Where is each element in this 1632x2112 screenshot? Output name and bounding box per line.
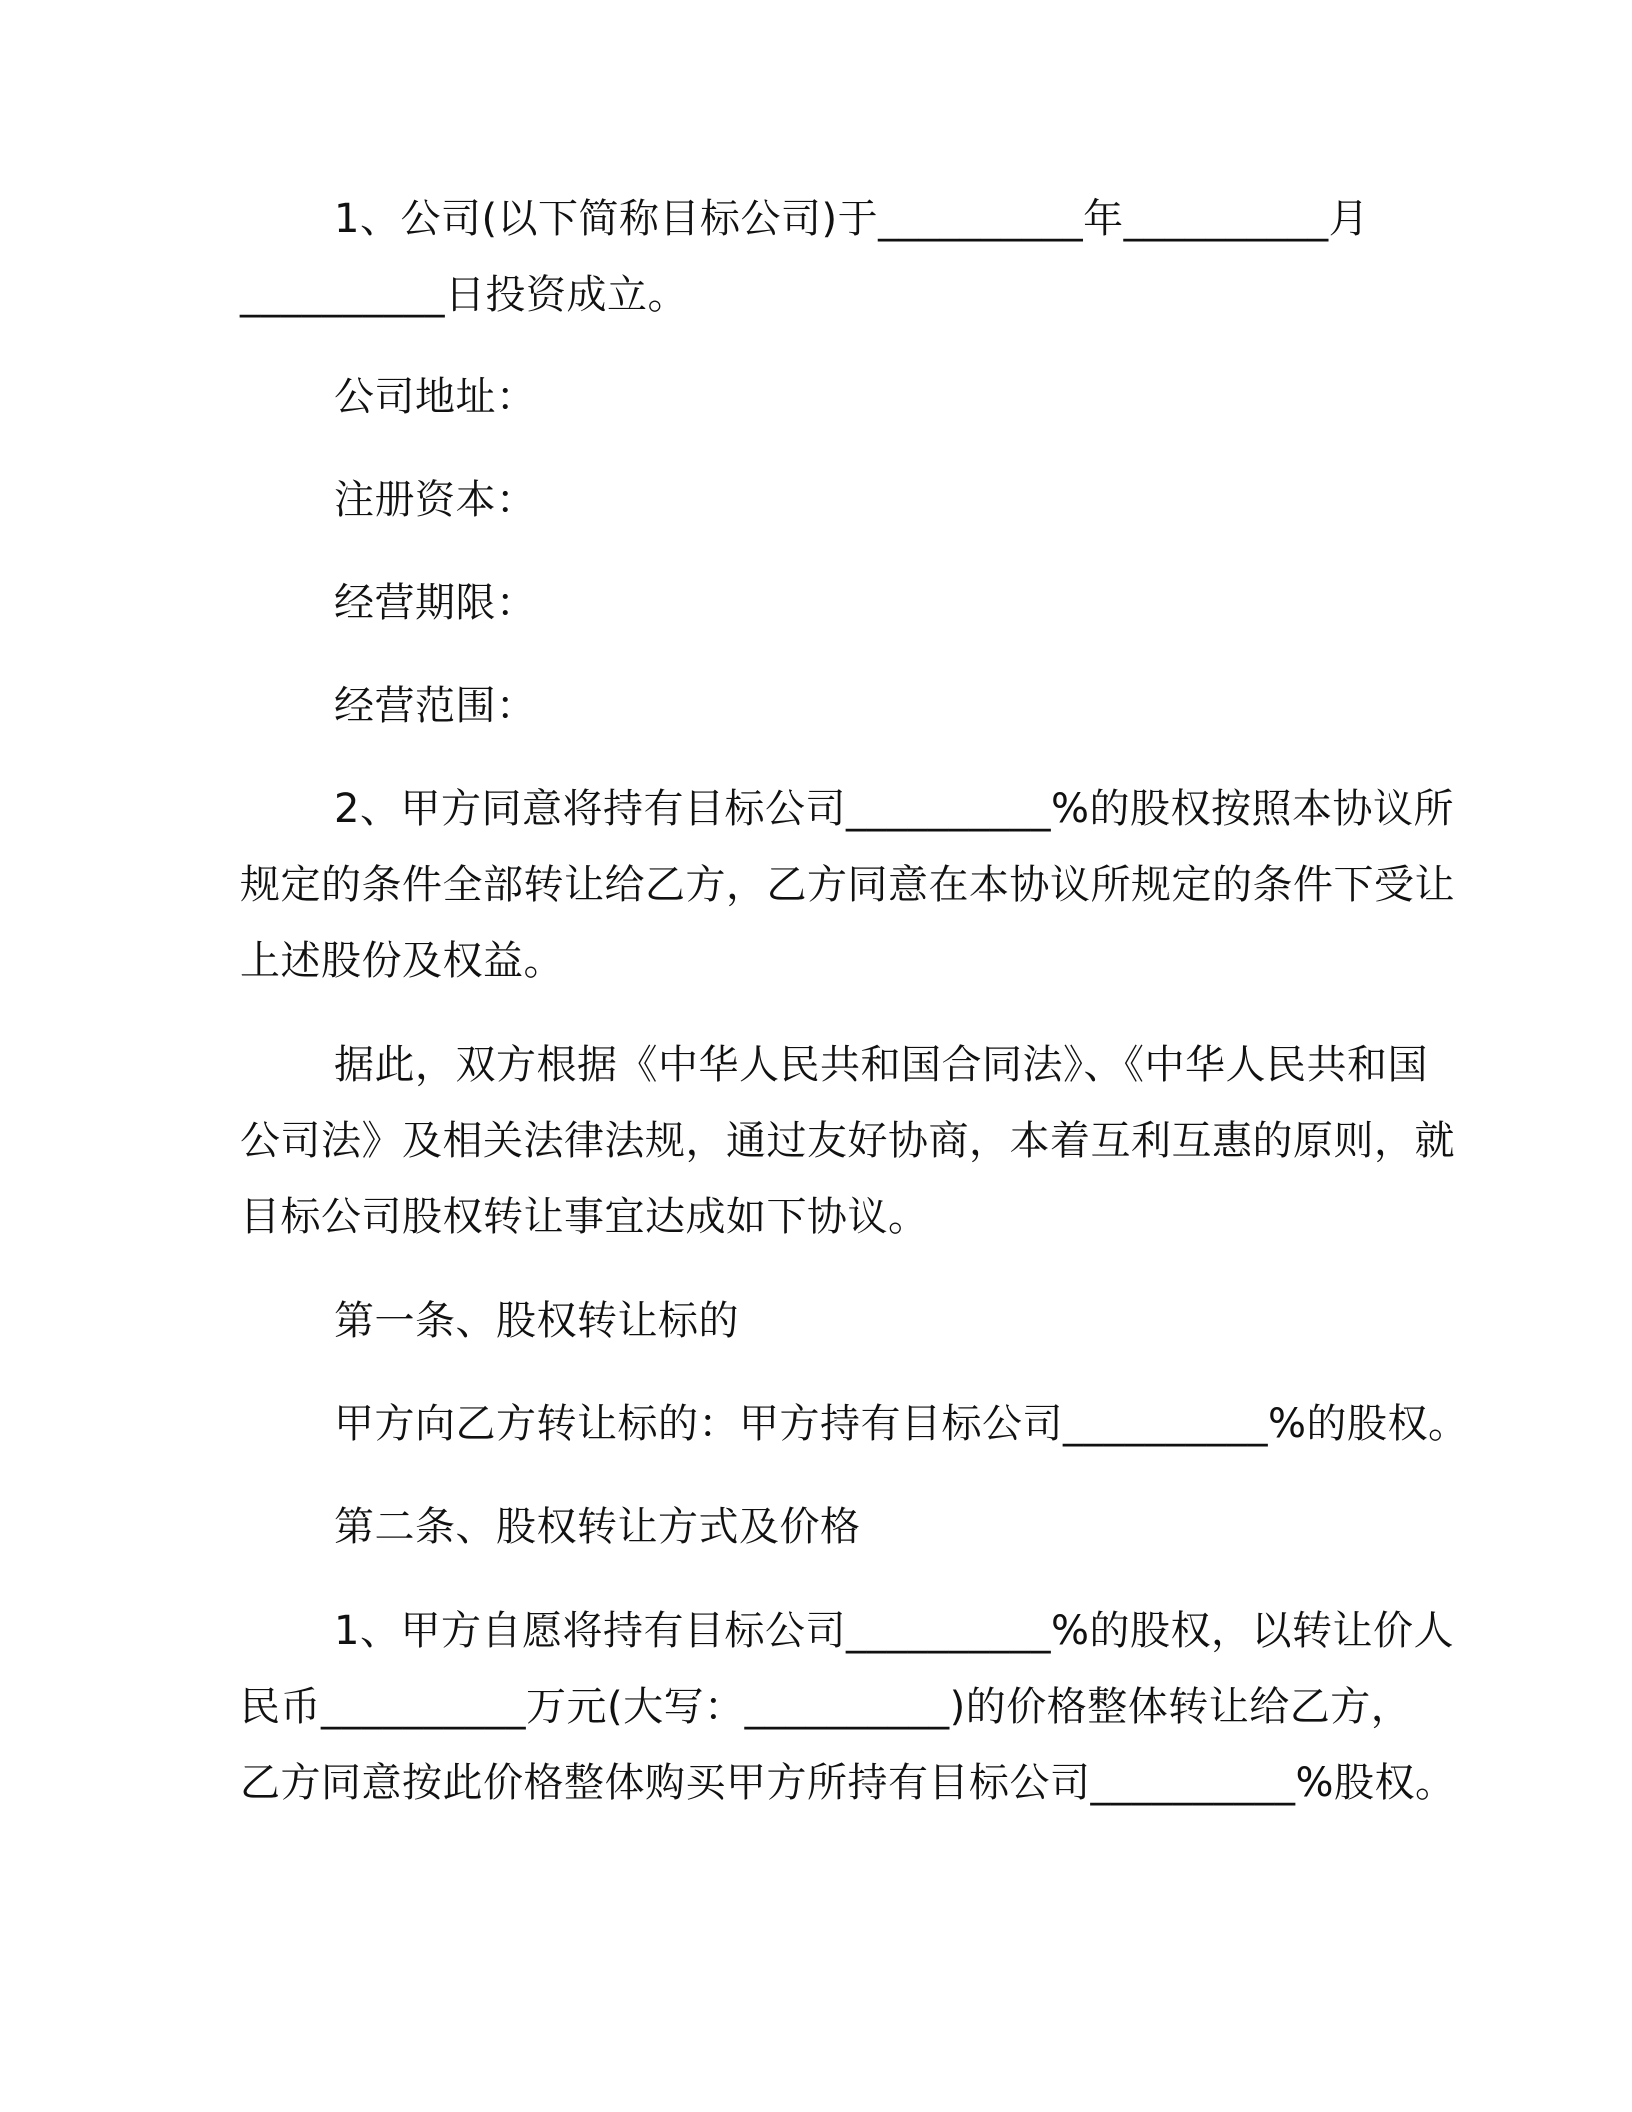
clause-2-line-3: 上述股份及权益。 <box>240 938 564 984</box>
article-1-heading: 第一条、股权转让标的 <box>334 1298 739 1344</box>
clause-1-line-1: 1、公司(以下简称目标公司)于__________年__________月 <box>334 196 1370 242</box>
clause-2-line-1: 2、甲方同意将持有目标公司__________%的股权按照本协议所 <box>334 786 1454 832</box>
company-address-label: 公司地址： <box>334 374 537 420</box>
business-scope-label: 经营范围： <box>334 683 537 729</box>
article-2-clause-1-line-3: 乙方同意按此价格整体购买甲方所持有目标公司__________%股权。 <box>240 1760 1456 1806</box>
clause-1-line-2: __________日投资成立。 <box>240 272 688 318</box>
article-2-clause-1-line-1: 1、甲方自愿将持有目标公司__________%的股权，以转让价人 <box>334 1608 1454 1654</box>
business-term-label: 经营期限： <box>334 580 537 626</box>
preamble-line-1: 据此，双方根据《中华人民共和国合同法》、《中华人民共和国 <box>334 1042 1428 1088</box>
article-2-clause-1-line-2: 民币__________万元(大写：__________)的价格整体转让给乙方， <box>240 1684 1412 1730</box>
article-2-heading: 第二条、股权转让方式及价格 <box>334 1504 861 1550</box>
preamble-line-2: 公司法》及相关法律法规，通过友好协商，本着互利互惠的原则，就 <box>240 1118 1455 1164</box>
clause-2-line-2: 规定的条件全部转让给乙方，乙方同意在本协议所规定的条件下受让 <box>240 862 1455 908</box>
preamble-line-3: 目标公司股权转让事宜达成如下协议。 <box>240 1194 929 1240</box>
article-1-body: 甲方向乙方转让标的：甲方持有目标公司__________%的股权。 <box>334 1401 1469 1447</box>
registered-capital-label: 注册资本： <box>334 477 537 523</box>
